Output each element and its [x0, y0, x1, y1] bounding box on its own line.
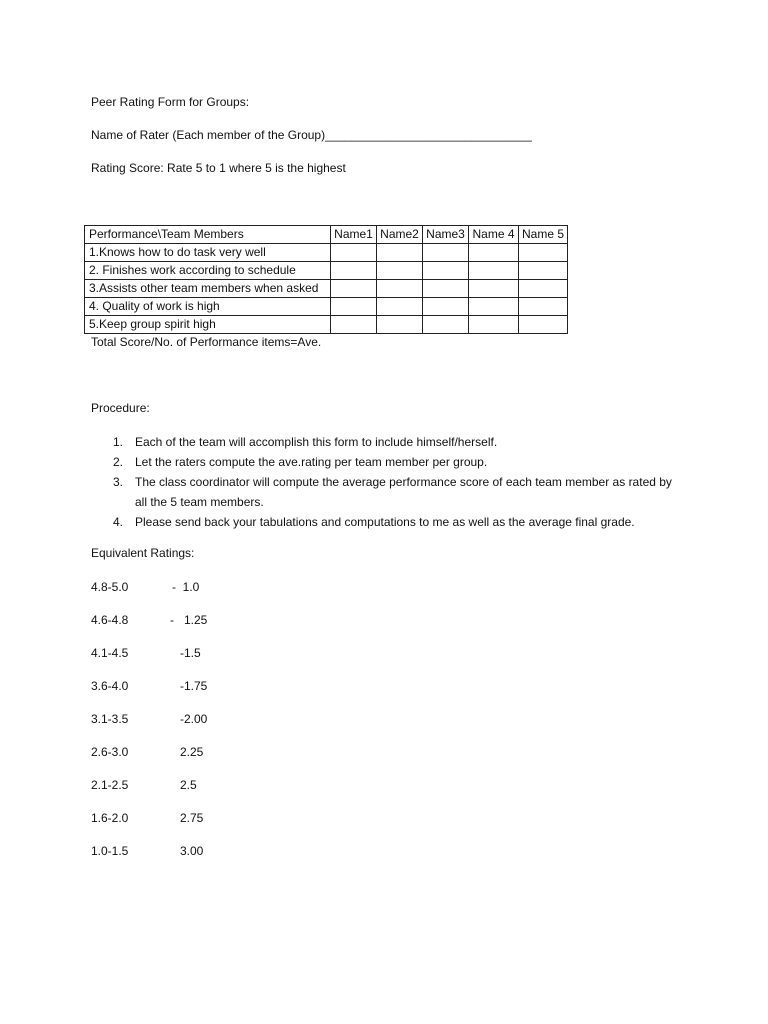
rating-range: 2.6-3.0: [91, 745, 129, 759]
rating-cell[interactable]: [377, 298, 423, 316]
rating-cell[interactable]: [469, 298, 519, 316]
header-name5: Name 5: [519, 226, 568, 244]
performance-item: 3.Assists other team members when asked: [85, 280, 331, 298]
procedure-list: [91, 432, 681, 532]
procedure-heading: Procedure:: [91, 401, 150, 415]
equivalent-grade: - 1.0: [172, 580, 200, 594]
table-row: [85, 316, 568, 334]
step-number: 3.: [113, 475, 124, 489]
table-row: [85, 298, 568, 316]
table-header-row: [85, 226, 568, 244]
rating-range: 1.0-1.5: [91, 844, 129, 858]
rating-cell[interactable]: [377, 316, 423, 334]
rating-range: 3.1-3.5: [91, 712, 129, 726]
rating-cell[interactable]: [423, 298, 469, 316]
rating-range: 3.6-4.0: [91, 679, 129, 693]
header-performance: Performance\Team Members: [85, 226, 331, 244]
rating-cell[interactable]: [519, 316, 568, 334]
equivalent-grade: -2.00: [180, 712, 208, 726]
rating-range: 4.8-5.0: [91, 580, 129, 594]
equivalent-grade: -1.5: [180, 646, 201, 660]
step-text: The class coordinator will compute the average performance score of each team member as rated by all the 5 team members.: [135, 475, 672, 509]
rater-name-line: Name of Rater (Each member of the Group)_______________________________: [91, 128, 532, 142]
rating-cell[interactable]: [469, 280, 519, 298]
step-number: 4.: [113, 515, 124, 529]
rating-cell[interactable]: [519, 280, 568, 298]
header-name3: Name3: [423, 226, 469, 244]
equivalent-grade: 3.00: [180, 844, 204, 858]
table-row: [85, 280, 568, 298]
rating-cell[interactable]: [469, 262, 519, 280]
peer-rating-table: [84, 225, 568, 334]
step-text: Please send back your tabulations and computations to me as well as the average final grade.: [135, 515, 635, 529]
step-text: Let the raters compute the ave.rating per team member per group.: [135, 455, 488, 469]
rating-cell[interactable]: [469, 316, 519, 334]
form-title: Peer Rating Form for Groups:: [91, 95, 250, 109]
header-name2: Name2: [377, 226, 423, 244]
rating-range: 4.1-4.5: [91, 646, 129, 660]
rating-cell[interactable]: [519, 298, 568, 316]
list-item: [91, 472, 681, 512]
rating-cell[interactable]: [423, 244, 469, 262]
table-row: [85, 244, 568, 262]
equivalent-grade: 2.5: [180, 778, 197, 792]
rating-range: 2.1-2.5: [91, 778, 129, 792]
equivalent-grade: - 1.25: [170, 613, 208, 627]
list-item: [91, 432, 681, 452]
rating-cell[interactable]: [331, 280, 377, 298]
rating-cell[interactable]: [377, 244, 423, 262]
rating-cell[interactable]: [377, 280, 423, 298]
step-text: Each of the team will accomplish this form to include himself/herself.: [135, 435, 498, 449]
step-number: 1.: [113, 435, 124, 449]
list-item: [91, 452, 681, 472]
step-number: 2.: [113, 455, 124, 469]
rating-score-instructions: Rating Score: Rate 5 to 1 where 5 is the highest: [91, 161, 346, 175]
equivalent-grade: 2.25: [180, 745, 204, 759]
total-score-note: Total Score/No. of Performance items=Ave.: [91, 335, 322, 349]
performance-item: 1.Knows how to do task very well: [85, 244, 331, 262]
rating-cell[interactable]: [331, 316, 377, 334]
rating-cell[interactable]: [519, 262, 568, 280]
performance-item: 2. Finishes work according to schedule: [85, 262, 331, 280]
rating-cell[interactable]: [469, 244, 519, 262]
rating-range: 1.6-2.0: [91, 811, 129, 825]
rating-range: 4.6-4.8: [91, 613, 129, 627]
header-name4: Name 4: [469, 226, 519, 244]
rating-cell[interactable]: [519, 244, 568, 262]
equivalent-ratings-heading: Equivalent Ratings:: [91, 546, 195, 560]
rating-cell[interactable]: [331, 244, 377, 262]
rating-cell[interactable]: [423, 262, 469, 280]
rating-cell[interactable]: [423, 280, 469, 298]
performance-item: 5.Keep group spirit high: [85, 316, 331, 334]
table-row: [85, 262, 568, 280]
rating-cell[interactable]: [331, 262, 377, 280]
equivalent-grade: 2.75: [180, 811, 204, 825]
equivalent-grade: -1.75: [180, 679, 208, 693]
performance-item: 4. Quality of work is high: [85, 298, 331, 316]
header-name1: Name1: [331, 226, 377, 244]
rating-cell[interactable]: [377, 262, 423, 280]
rating-cell[interactable]: [423, 316, 469, 334]
rating-cell[interactable]: [331, 298, 377, 316]
list-item: [91, 512, 681, 532]
